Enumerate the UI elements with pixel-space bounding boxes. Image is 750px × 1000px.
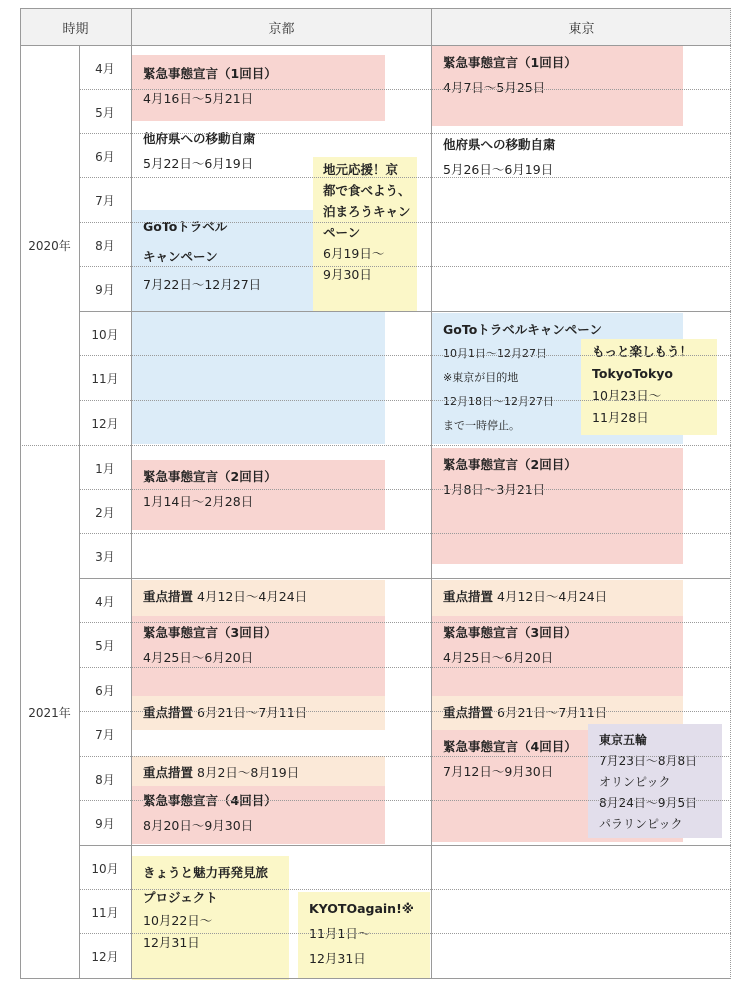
header-period: 時期 — [20, 8, 131, 46]
year-2020: 2020年 — [28, 239, 71, 253]
tokyo-emergency-1: 緊急事態宣言（1回目） 4月7日～5月25日 — [432, 46, 683, 126]
month-label: 5月 — [95, 105, 115, 120]
month-label: 1月 — [95, 461, 115, 476]
month-label: 10月 — [91, 327, 119, 342]
month-label: 12月 — [91, 949, 119, 964]
kyoto-emergency-1: 緊急事態宣言（1回目） 4月16日～5月21日 — [132, 55, 385, 121]
month-label: 9月 — [95, 282, 115, 297]
month-label: 4月 — [95, 61, 115, 76]
tokyo-emergency-2: 緊急事態宣言（2回目） 1月8日～3月21日 — [432, 448, 683, 564]
tokyo-goto-travel: GoToトラベルキャンペーン 10月1日～12月27日 ※東京が目的地 12月18日～12月27日 まで一時停止。 — [432, 313, 683, 444]
tokyo-emergency-4: 緊急事態宣言（4回目） 7月12日～9月30日 — [432, 730, 683, 842]
month-label: 6月 — [95, 149, 115, 164]
month-label: 11月 — [91, 905, 119, 920]
tokyo-self-restraint: 他府県への移動自粛 5月26日～6月19日 — [432, 132, 683, 184]
month-label: 12月 — [91, 416, 119, 431]
month-label: 4月 — [95, 594, 115, 609]
month-label: 8月 — [95, 238, 115, 253]
tokyo-emergency-3: 緊急事態宣言（3回目） 4月25日～6月20日 — [432, 616, 683, 696]
kyoto-kyotoagain: KYOTOagain!※ 11月1日～ 12月31日 — [298, 892, 430, 978]
kyoto-priority-3: 重点措置 8月2日～8月19日 — [132, 756, 385, 786]
kyoto-miryoku-project: きょうと魅力再発見旅 プロジェクト 10月22日～ 12月31日 — [132, 856, 289, 980]
tokyo-priority-1: 重点措置 4月12日～4月24日 — [432, 580, 683, 616]
kyoto-emergency-4: 緊急事態宣言（4回目） 8月20日～9月30日 — [132, 786, 385, 844]
year-2021: 2021年 — [28, 705, 71, 720]
header-tokyo: 東京 — [432, 8, 731, 46]
tokyo-olympics: 東京五輪 7月23日～8月8日 オリンピック 8月24日～9月5日 パラリンピック — [588, 724, 722, 838]
kyoto-emergency-2: 緊急事態宣言（2回目） 1月14日～2月28日 — [132, 460, 385, 530]
kyoto-goto-travel: GoToトラベル キャンペーン 7月22日～12月27日 — [132, 210, 385, 444]
month-label: 6月 — [95, 683, 115, 698]
tokyo-priority-2: 重点措置 6月21日～7月11日 — [432, 696, 683, 730]
month-label: 11月 — [91, 371, 119, 386]
kyoto-priority-2: 重点措置 6月21日～7月11日 — [132, 696, 385, 730]
kyoto-self-restraint: 他府県への移動自粛 5月22日～6月19日 — [132, 124, 385, 176]
month-label: 7月 — [95, 193, 115, 208]
month-label: 3月 — [95, 549, 115, 564]
tokyo-tokyotokyo: もっと楽しもう！ TokyoTokyo 10月23日～ 11月28日 — [581, 339, 717, 435]
kyoto-emergency-3: 緊急事態宣言（3回目） 4月25日～6月20日 — [132, 616, 385, 696]
kyoto-priority-1: 重点措置 4月12日～4月24日 — [132, 580, 385, 616]
month-label: 9月 — [95, 816, 115, 831]
month-label: 10月 — [91, 861, 119, 876]
month-label: 7月 — [95, 727, 115, 742]
month-label: 5月 — [95, 638, 115, 653]
kyoto-local-campaign: 地元応援！京 都で食べよう、 泊まろうキャン ペーン 6月19日～ 9月30日 — [313, 157, 417, 311]
month-label: 8月 — [95, 772, 115, 787]
month-label: 2月 — [95, 505, 115, 520]
header-kyoto: 京都 — [132, 8, 431, 46]
